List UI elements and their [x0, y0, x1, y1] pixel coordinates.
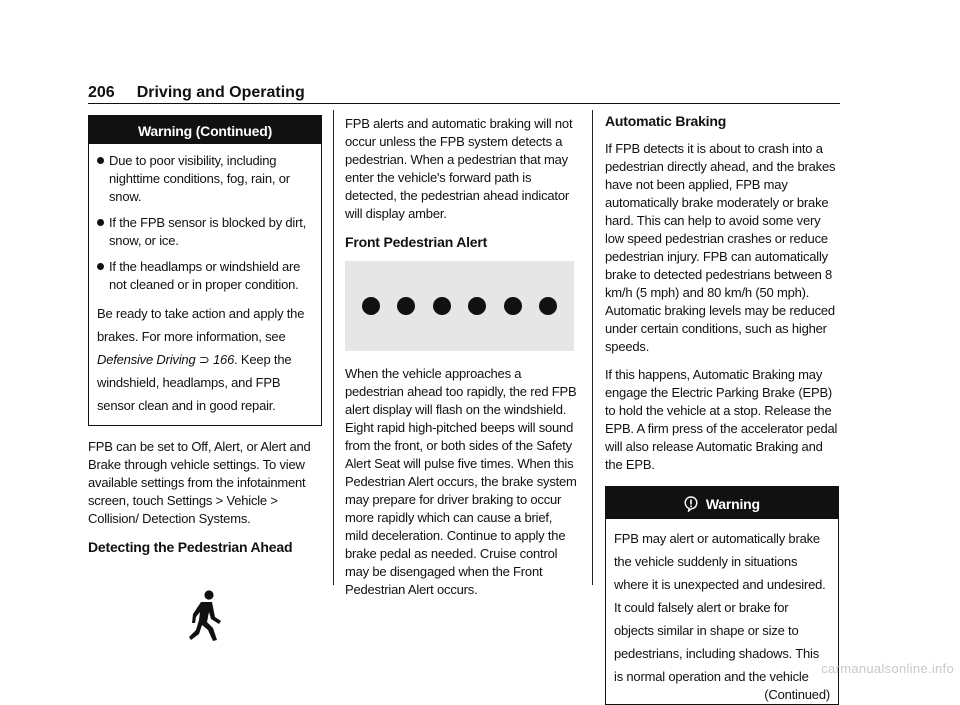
header-rule	[88, 103, 840, 104]
heading-automatic-braking: Automatic Braking	[605, 113, 727, 129]
column-divider-2	[592, 110, 593, 585]
section-title: Driving and Operating	[136, 84, 305, 101]
column-3	[605, 112, 839, 705]
warning-body	[606, 519, 838, 704]
heading-front-pedestrian-alert: Front Pedestrian Alert	[345, 234, 488, 250]
page-number: 206	[88, 84, 115, 101]
warning-bullet	[97, 214, 313, 250]
pedestrian-icon	[88, 590, 322, 647]
pedestrian-icon-graphic	[187, 590, 223, 642]
bullet-text: Due to poor visibility, including nighttime conditions, fog, rain, or snow.	[109, 153, 290, 204]
warning-header	[606, 487, 838, 519]
warning-icon	[684, 496, 698, 512]
fpb-alert-display	[345, 261, 574, 351]
column-2	[345, 115, 577, 609]
warning-bullet	[97, 258, 313, 294]
continued-label: (Continued)	[764, 687, 830, 702]
approach-paragraph: When the vehicle approaches a pedestrian ahead too rapidly, the red FPB alert display will flash on the windshield. Eight rapid high-pitched beeps will sound from the front, or both sides of the Safety Alert Seat will pulse five times. When this Pedestrian Alert occurs, the brake system may prepare for driver braking to occur more rapidly which can cause a brief, mild deceleration. Continue to apply the brake pedal as needed. Cruise control may be disengaged when the Front Pedestrian Alert occurs.	[345, 366, 577, 597]
settings-paragraph: FPB can be set to Off, Alert, or Alert and Brake through vehicle settings. To view available settings from the infotainment screen, touch Settings > Vehicle > Collision/ Detection Systems.	[88, 439, 311, 526]
alert-light-icon	[539, 297, 557, 315]
warning-box-continued	[88, 115, 322, 426]
warning-paragraph	[97, 302, 313, 417]
warning-para-after: . Keep the windshield, headlamps, and FPB sensor clean and in good repair.	[97, 352, 292, 413]
defensive-driving-link[interactable]: Defensive Driving	[97, 352, 196, 367]
alert-light-icon	[362, 297, 380, 315]
bullet-icon	[97, 157, 104, 164]
bullet-text: If the headlamps or windshield are not cleaned or in proper condition.	[109, 259, 301, 292]
alerts-paragraph: FPB alerts and automatic braking will not occur unless the FPB system detects a pedestrian. When a pedestrian that may enter the vehicle's forward path is detected, the pedestrian ahead indicator will display amber.	[345, 116, 573, 221]
bullet-icon	[97, 263, 104, 270]
bullet-text: If the FPB sensor is blocked by dirt, snow, or ice.	[109, 215, 307, 248]
alert-light-icon	[504, 297, 522, 315]
alert-light-icon	[468, 297, 486, 315]
page-reference[interactable]: ⊃ 166	[198, 352, 235, 367]
epb-paragraph: If this happens, Automatic Braking may engage the Electric Parking Brake (EPB) to hold the vehicle at a stop. Release the EPB. A firm press of the accelerator pedal will also release Automatic Braking and the EPB.	[605, 367, 838, 472]
automatic-braking-paragraph: If FPB detects it is about to crash into a pedestrian directly ahead, and the brakes have not been applied, FPB may automatically brake moderately or brake hard. This can help to avoid some very low speed pedestrian crashes or reduce pedestrian injury. FPB can automatically brake to detected pedestrians between 8 km/h (5 mph) and 80 km/h (50 mph). Automatic braking levels may be reduced under certain conditions, such as higher speeds.	[605, 141, 836, 354]
warning-text: FPB may alert or automatically brake the vehicle suddenly in situations where it is unexpected and undesired. It could falsely alert or brake for objects similar in shape or size to pedestrians, including shadows. This is normal operation and the vehicle	[614, 531, 826, 684]
warning-body	[89, 144, 321, 425]
warning-para-before: Be ready to take action and apply the brakes. For more information, see	[97, 306, 305, 344]
alert-light-icon	[433, 297, 451, 315]
heading-detecting-pedestrian: Detecting the Pedestrian Ahead	[88, 539, 293, 555]
bullet-icon	[97, 219, 104, 226]
watermark: carmanualsonline.info	[821, 661, 954, 676]
column-divider-1	[333, 110, 334, 585]
column-1	[88, 115, 322, 647]
warning-title: Warning (Continued)	[89, 116, 321, 144]
warning-title: Warning	[705, 496, 760, 512]
warning-bullet	[97, 152, 313, 206]
warning-box	[605, 486, 839, 705]
page-header	[88, 84, 305, 102]
alert-light-icon	[397, 297, 415, 315]
